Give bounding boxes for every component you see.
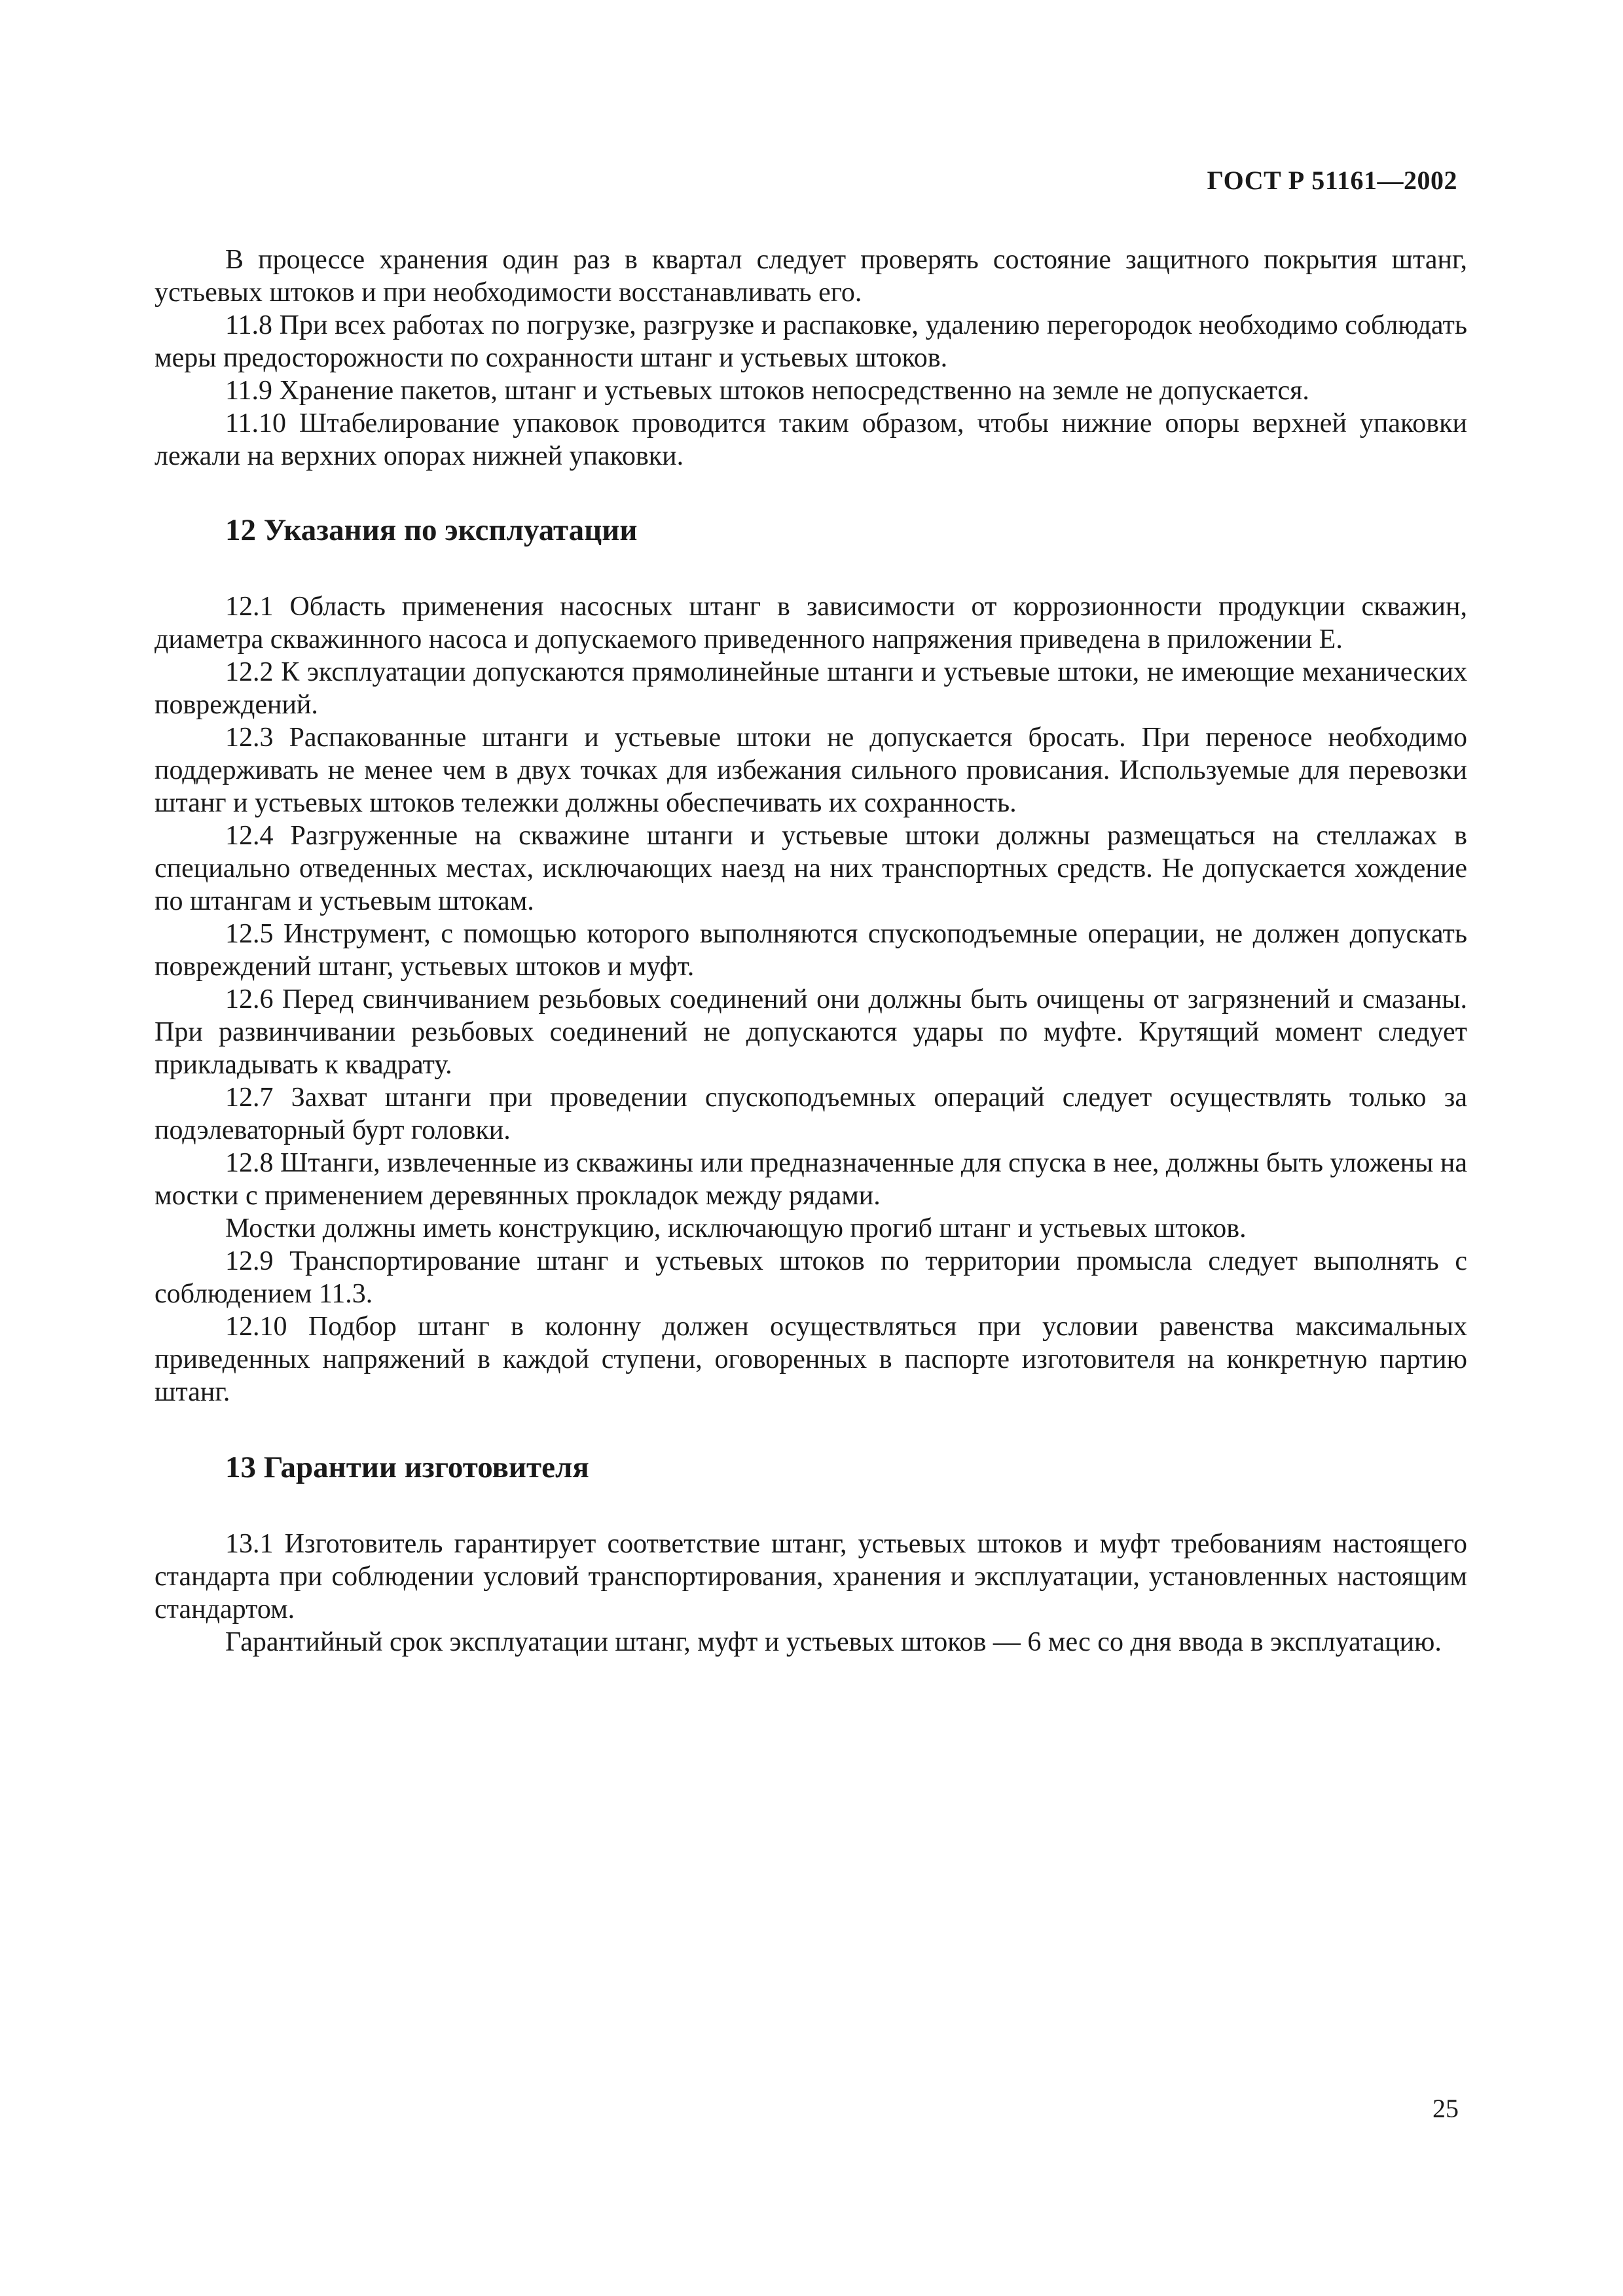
section-heading: 12 Указания по эксплуатации xyxy=(225,513,638,547)
paragraph-11-9: 11.9 Хранение пакетов, штанг и устьевых штоков непосредственно на земле не допускается. xyxy=(225,376,1309,406)
paragraph-12-10: 12.10 Подбор штанг в колонну должен осуществляться при условии равенства максимальных приведенных напряжений в каждой ступени, оговоренных в паспорте изготовителя на конкретную партию штанг. xyxy=(155,1312,1467,1407)
paragraph: Мостки должны иметь конструкцию, исключающую прогиб штанг и устьевых штоков. xyxy=(225,1213,1247,1244)
paragraph-12-3: 12.3 Распакованные штанги и устьевые штоки не допускается бросать. При переносе необходимо поддерживать не менее чем в двух точках для избежания сильного провисания. Используемые для перевозки штанг и устьевых штоков тележки должны обеспечивать их сохранность. xyxy=(155,723,1467,818)
paragraph-12-9: 12.9 Транспортирование штанг и устьевых штоков по территории промысла следует выполнять с соблюдением 11.3. xyxy=(155,1246,1467,1309)
paragraph-12-1: 12.1 Область применения насосных штанг в зависимости от коррозионности продукции скважин, диаметра скважинного насоса и допускаемого приведенного напряжения приведена в приложении Е. xyxy=(155,592,1467,655)
page-content xyxy=(155,243,1467,1659)
paragraph: Гарантийный срок эксплуатации штанг, муфт и устьевых штоков — 6 мес со дня ввода в эксплуатацию. xyxy=(225,1627,1442,1657)
section-heading: 13 Гарантии изготовителя xyxy=(225,1450,589,1484)
paragraph-12-5: 12.5 Инструмент, с помощью которого выполняются спускоподъемные операции, не должен допускать повреждений штанг, устьевых штоков и муфт. xyxy=(155,919,1467,982)
paragraph-11-8: 11.8 При всех работах по погрузке, разгрузке и распаковке, удалению перегородок необходимо соблюдать меры предосторожности по сохранности штанг и устьевых штоков. xyxy=(155,310,1467,373)
paragraph-12-6: 12.6 Перед свинчиванием резьбовых соединений они должны быть очищены от загрязнений и смазаны. При развинчивании резьбовых соединений не допускаются удары по муфте. Крутящий момент следует прикладывать к квадрату. xyxy=(155,984,1467,1080)
paragraph: В процессе хранения один раз в квартал следует проверять состояние защитного покрытия штанг, устьевых штоков и при необходимости восстанавливать его. xyxy=(155,245,1467,308)
paragraph-12-7: 12.7 Захват штанги при проведении спускоподъемных операций следует осуществлять только за подэлеваторный бурт головки. xyxy=(155,1083,1467,1145)
page-header: ГОСТ Р 51161—2002 xyxy=(1207,166,1457,195)
paragraph-11-10: 11.10 Штабелирование упаковок проводится таким образом, чтобы нижние опоры верхней упаковки лежали на верхних опорах нижней упаковки. xyxy=(155,408,1467,471)
paragraph-12-8: 12.8 Штанги, извлеченные из скважины или предназначенные для спуска в нее, должны быть уложены на мостки с применением деревянных прокладок между рядами. xyxy=(155,1148,1467,1211)
paragraph-12-2: 12.2 К эксплуатации допускаются прямолинейные штанги и устьевые штоки, не имеющие механических повреждений. xyxy=(155,657,1467,720)
paragraph-12-4: 12.4 Разгруженные на скважине штанги и устьевые штоки должны размещаться на стеллажах в специально отведенных местах, исключающих наезд на них транспортных средств. Не допускается хождение по штангам и устьевым штокам. xyxy=(155,821,1467,916)
paragraph-13-1: 13.1 Изготовитель гарантирует соответствие штанг, устьевых штоков и муфт требованиям настоящего стандарта при соблюдении условий транспортирования, хранения и эксплуатации, установленных настоящим стандартом. xyxy=(155,1529,1467,1624)
page-number: 25 xyxy=(1432,2094,1459,2123)
